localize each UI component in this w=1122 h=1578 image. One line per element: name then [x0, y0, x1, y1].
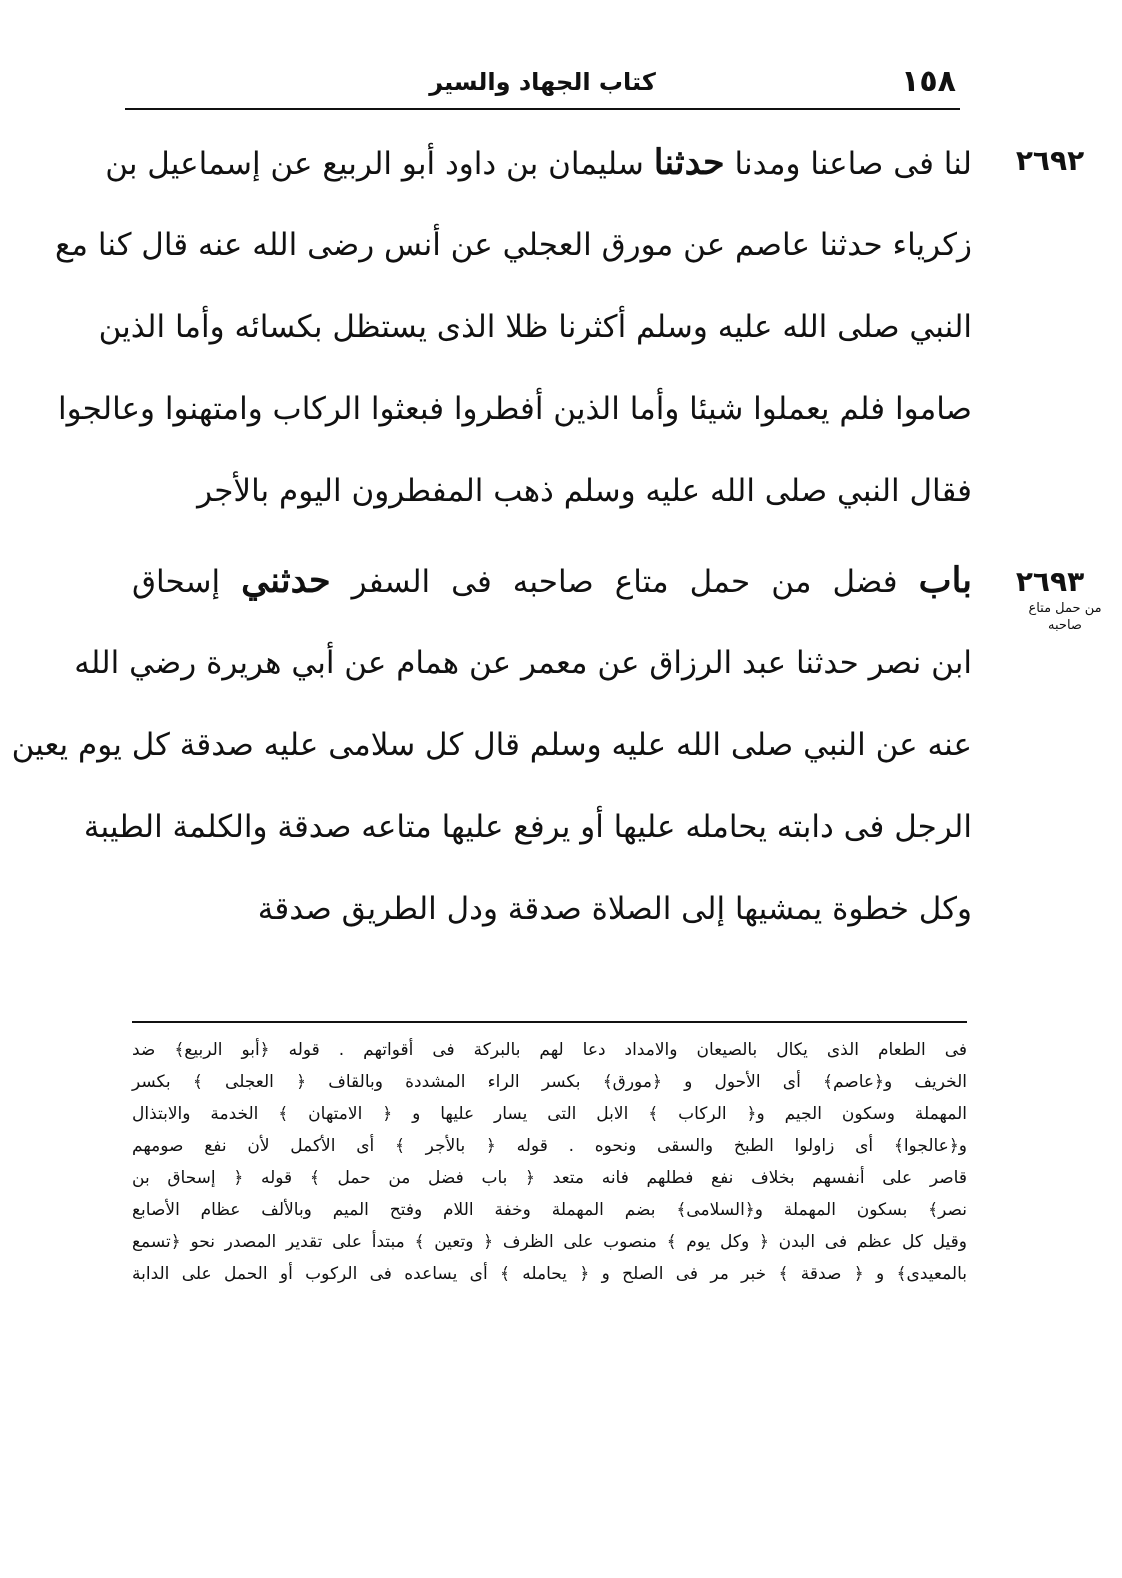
- footnote-line: بالمعيدى﴾ و ﴿ صدقة ﴾ خبر مر فى الصلح و ﴿ يحامله ﴾ أى يساعده فى الركوب أو الحمل على الدابة: [132, 1264, 967, 1284]
- footnote-line: قاصر على أنفسهم بخلاف نفع فطلهم فانه متعد ﴿ باب فضل من حمل ﴾ قوله ﴿ إسحاق بن: [132, 1168, 967, 1188]
- text-line: باب فضل من حمل متاع صاحبه فى السفر حدثني إسحاق: [132, 560, 973, 601]
- text-line: لنا فى صاعنا ومدنا حدثنا سليمان بن داود أبو الربيع عن إسماعيل بن: [105, 142, 972, 183]
- text-line: زكرياء حدثنا عاصم عن مورق العجلي عن أنس رضى الله عنه قال كنا مع: [54, 227, 972, 263]
- footnote-line: فى الطعام الذى يكال بالصيعان والامداد دعا لهم بالبركة فى أقواتهم . قوله ﴿أبو الربيع﴾ ضد: [132, 1040, 967, 1060]
- chapter-title: كتاب الجهاد والسير: [429, 68, 656, 96]
- footnote-divider: [132, 1021, 967, 1023]
- page-number: ١٥٨: [901, 64, 956, 99]
- header-divider: [125, 108, 960, 110]
- footnote-line: المهملة وسكون الجيم و﴿ الركاب ﴾ الابل التى يسار عليها و ﴿ الامتهان ﴾ الخدمة والابتذال: [132, 1104, 967, 1124]
- footnote-line: وقيل كل عظم فى البدن ﴿ وكل يوم ﴾ منصوب على الظرف ﴿ وتعين ﴾ مبتدأ على تقدير المصدر نحو ﴿تسمع: [132, 1232, 967, 1252]
- page-header: [125, 62, 960, 106]
- hadith-2692: [54, 122, 972, 532]
- hadith-number-2693: ٢٦٩٣: [1015, 565, 1085, 598]
- hadith-2693: [11, 540, 973, 950]
- footnote-line: نصر﴾ بسكون المهملة و﴿السلامى﴾ بضم المهملة وخفة اللام وفتح الميم وبالألف عظام الأصابع: [132, 1200, 967, 1220]
- footnotes: [132, 1034, 967, 1290]
- haddathani-keyword: حدثني: [241, 560, 331, 601]
- bab-keyword: باب: [918, 560, 973, 601]
- text-line: صاموا فلم يعملوا شيئا وأما الذين أفطروا فبعثوا الركاب وامتهنوا وعالجوا: [58, 391, 972, 427]
- text-line: وكل خطوة يمشيها إلى الصلاة صدقة ودل الطريق صدقة: [257, 891, 972, 927]
- text-line: النبي صلى الله عليه وسلم أكثرنا ظلا الذى يستظل بكسائه وأما الذين: [98, 309, 972, 345]
- text-line: الرجل فى دابته يحامله عليها أو يرفع عليها متاعه صدقة والكلمة الطيبة: [83, 809, 972, 845]
- haddathana-keyword: حدثنا: [653, 142, 725, 183]
- hadith-number-2692: ٢٦٩٢: [1015, 144, 1085, 177]
- footnote-line: و﴿عالجوا﴾ أى زاولوا الطبخ والسقى ونحوه . قوله ﴿ بالأجر ﴾ أى الأكمل لأن نفع صومهم: [132, 1136, 967, 1156]
- text-line: فقال النبي صلى الله عليه وسلم ذهب المفطرون اليوم بالأجر: [197, 473, 972, 509]
- margin-note: من حمل متاع صاحبه: [1028, 601, 1102, 633]
- footnote-line: الخريف و﴿عاصم﴾ أى الأحول و ﴿مورق﴾ بكسر الراء المشددة وبالقاف ﴿ العجلى ﴾ بكسر: [132, 1072, 967, 1092]
- text-line: عنه عن النبي صلى الله عليه وسلم قال كل سلامى عليه صدقة كل يوم يعين: [11, 727, 972, 763]
- text-line: ابن نصر حدثنا عبد الرزاق عن معمر عن همام عن أبي هريرة رضي الله: [74, 645, 972, 681]
- main-text: [11, 122, 973, 950]
